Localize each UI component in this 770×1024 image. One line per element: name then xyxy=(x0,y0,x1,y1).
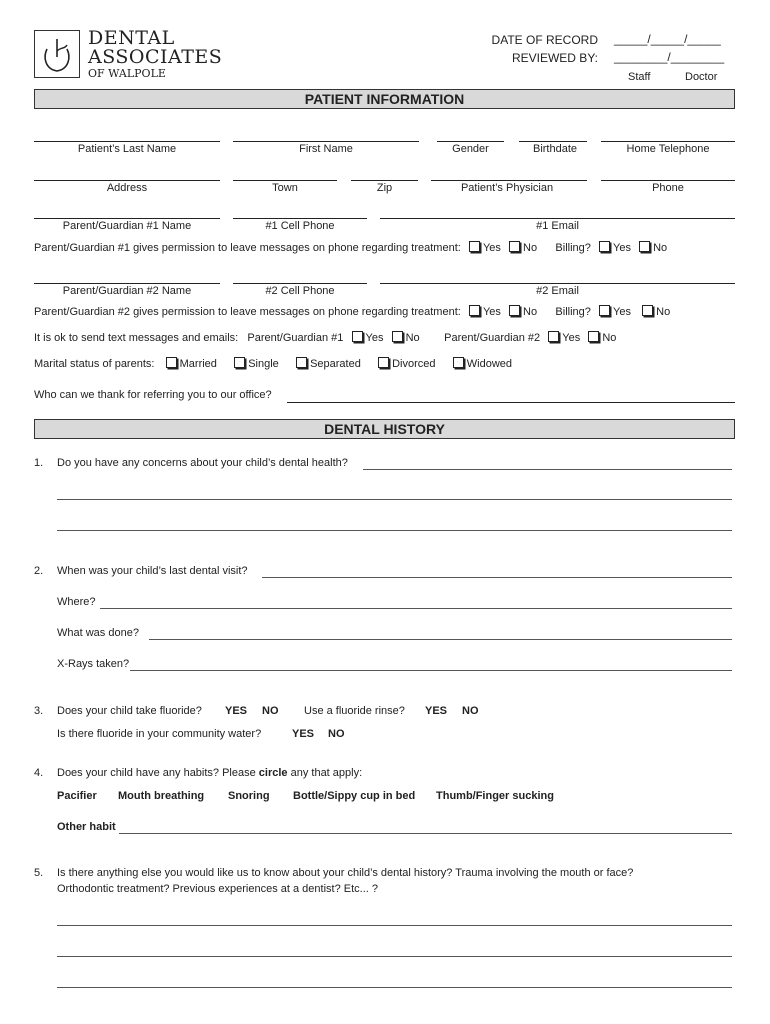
yes-label: Yes xyxy=(482,306,501,318)
billing-label: Billing? xyxy=(555,242,591,254)
q1-answer-line[interactable] xyxy=(57,499,732,500)
no-label: No xyxy=(523,306,538,318)
what-was-done-field[interactable] xyxy=(149,639,732,640)
checkbox[interactable] xyxy=(599,241,610,252)
last-name-field[interactable]: Patient’s Last Name xyxy=(77,143,177,155)
texting-permission-text: It is ok to send text messages and emails: xyxy=(34,332,239,344)
community-water-text: Is there fluoride in your community water? xyxy=(57,728,262,740)
q4-number: 4. xyxy=(34,767,44,779)
widowed-label: Widowed xyxy=(466,358,513,370)
checkbox[interactable] xyxy=(392,331,403,342)
no-label: No xyxy=(602,332,617,344)
staff-label: Staff xyxy=(628,71,651,83)
q3-text: Does your child take fluoride? xyxy=(57,705,202,717)
billing-label: Billing? xyxy=(555,306,591,318)
what-was-done-label: What was done? xyxy=(57,627,139,639)
q4-text: Does your child have any habits? Please circle any that apply: xyxy=(57,767,363,779)
checkbox[interactable] xyxy=(509,305,520,316)
guardian2-permission-row xyxy=(34,305,670,319)
other-habit-label: Other habit xyxy=(57,821,116,833)
physician-field[interactable]: Patient’s Physician xyxy=(460,182,554,194)
no-label: No xyxy=(523,242,538,254)
where-field[interactable] xyxy=(100,608,732,609)
birthdate-field[interactable]: Birthdate xyxy=(532,143,578,155)
guardian2-permission-text: Parent/Guardian #2 gives permission to leave messages on phone regarding treatment: xyxy=(34,306,461,318)
logo-line-1: DENTAL xyxy=(88,27,175,49)
guardian1-permission-text: Parent/Guardian #1 gives permission to leave messages on phone regarding treatment: xyxy=(34,242,461,254)
q5-text-line1: Is there anything else you would like us to know about your child’s dental history? Trauma involving the mouth or face? xyxy=(57,867,634,879)
checkbox[interactable] xyxy=(599,305,610,316)
guardian1-cell-field[interactable]: #1 Cell Phone xyxy=(265,220,335,232)
q1-number: 1. xyxy=(34,457,44,469)
checkbox[interactable] xyxy=(469,241,480,252)
q2-number: 2. xyxy=(34,565,44,577)
patient-information-header: PATIENT INFORMATION xyxy=(34,89,735,109)
gender-field[interactable]: Gender xyxy=(452,143,489,155)
phone-field[interactable]: Phone xyxy=(652,182,684,194)
fluoride-yes-option[interactable]: YES xyxy=(225,705,248,717)
q5-number: 5. xyxy=(34,867,44,879)
guardian2-label: Parent/Guardian #2 xyxy=(444,332,541,344)
checkbox[interactable] xyxy=(642,305,653,316)
guardian2-cell-field[interactable]: #2 Cell Phone xyxy=(265,285,335,297)
community-no-option[interactable]: NO xyxy=(328,728,345,740)
guardian1-permission-row xyxy=(34,241,667,255)
referral-label: Who can we thank for referring you to our office? xyxy=(34,389,272,401)
single-label: Single xyxy=(248,358,279,370)
yes-label: Yes xyxy=(365,332,384,344)
logo-line-2: ASSOCIATES xyxy=(88,46,223,68)
separated-label: Separated xyxy=(310,358,361,370)
first-name-field[interactable]: First Name xyxy=(299,143,353,155)
xrays-label: X-Rays taken? xyxy=(57,658,130,670)
checkbox[interactable] xyxy=(166,357,177,368)
home-telephone-field[interactable]: Home Telephone xyxy=(626,143,710,155)
habit-pacifier[interactable]: Pacifier xyxy=(57,790,97,802)
checkbox[interactable] xyxy=(234,357,245,368)
checkbox[interactable] xyxy=(588,331,599,342)
community-yes-option[interactable]: YES xyxy=(292,728,315,740)
q1-answer-line[interactable] xyxy=(57,530,732,531)
where-label: Where? xyxy=(57,596,96,608)
billing-yes-label: Yes xyxy=(613,242,631,254)
checkbox[interactable] xyxy=(453,357,464,368)
habit-snoring[interactable]: Snoring xyxy=(228,790,270,802)
date-of-record-field[interactable]: _____/_____/_____ xyxy=(614,32,721,46)
marital-status-row xyxy=(34,357,512,371)
guardian1-name-field[interactable]: Parent/Guardian #1 Name xyxy=(62,220,192,232)
habit-mouth-breathing[interactable]: Mouth breathing xyxy=(118,790,205,802)
yes-label: Yes xyxy=(482,242,501,254)
checkbox[interactable] xyxy=(469,305,480,316)
q5-answer-line[interactable] xyxy=(57,956,732,957)
rinse-no-option[interactable]: NO xyxy=(462,705,479,717)
checkbox[interactable] xyxy=(509,241,520,252)
no-label: No xyxy=(405,332,420,344)
other-habit-field[interactable] xyxy=(119,833,732,834)
q2-answer-field[interactable] xyxy=(262,577,732,578)
q1-text: Do you have any concerns about your child’s dental health? xyxy=(57,457,348,469)
divorced-label: Divorced xyxy=(392,358,436,370)
doctor-label: Doctor xyxy=(685,71,718,83)
date-of-record-label: DATE OF RECORD xyxy=(491,33,598,47)
q5-answer-line[interactable] xyxy=(57,925,732,926)
reviewed-by-label: REVIEWED BY: xyxy=(511,51,598,65)
habit-bottle[interactable]: Bottle/Sippy cup in bed xyxy=(293,790,416,802)
town-field[interactable]: Town xyxy=(272,182,298,194)
referral-field[interactable] xyxy=(287,402,735,403)
guardian2-name-field[interactable]: Parent/Guardian #2 Name xyxy=(62,285,192,297)
marital-status-label: Marital status of parents: xyxy=(34,358,155,370)
xrays-field[interactable] xyxy=(130,670,732,671)
fluoride-no-option[interactable]: NO xyxy=(262,705,279,717)
dental-history-header: DENTAL HISTORY xyxy=(34,419,735,439)
q2-text: When was your child’s last dental visit? xyxy=(57,565,248,577)
guardian1-label: Parent/Guardian #1 xyxy=(247,332,344,344)
zip-field[interactable]: Zip xyxy=(376,182,393,194)
q5-text-line2: Orthodontic treatment? Previous experiences at a dentist? Etc... ? xyxy=(57,883,379,895)
q1-answer-field[interactable] xyxy=(363,469,732,470)
q5-answer-line[interactable] xyxy=(57,987,732,988)
guardian1-email-field[interactable]: #1 Email xyxy=(536,220,579,232)
married-label: Married xyxy=(179,358,217,370)
q3-number: 3. xyxy=(34,705,44,717)
habit-thumb-sucking[interactable]: Thumb/Finger sucking xyxy=(436,790,554,802)
tooth-logo-icon xyxy=(34,30,80,78)
checkbox[interactable] xyxy=(548,331,559,342)
checkbox[interactable] xyxy=(352,331,363,342)
rinse-yes-option[interactable]: YES xyxy=(425,705,448,717)
checkbox[interactable] xyxy=(296,357,307,368)
billing-no-label: No xyxy=(653,242,668,254)
billing-yes-label: Yes xyxy=(613,306,631,318)
yes-label: Yes xyxy=(562,332,581,344)
texting-permission-row xyxy=(34,331,616,345)
billing-no-label: No xyxy=(656,306,671,318)
address-field[interactable]: Address xyxy=(106,182,148,194)
logo-line-3: OF WALPOLE xyxy=(88,67,166,80)
checkbox[interactable] xyxy=(639,241,650,252)
reviewed-by-field[interactable]: ________/________ xyxy=(614,50,725,64)
checkbox[interactable] xyxy=(378,357,389,368)
rinse-text: Use a fluoride rinse? xyxy=(304,705,405,717)
guardian2-email-field[interactable]: #2 Email xyxy=(536,285,579,297)
